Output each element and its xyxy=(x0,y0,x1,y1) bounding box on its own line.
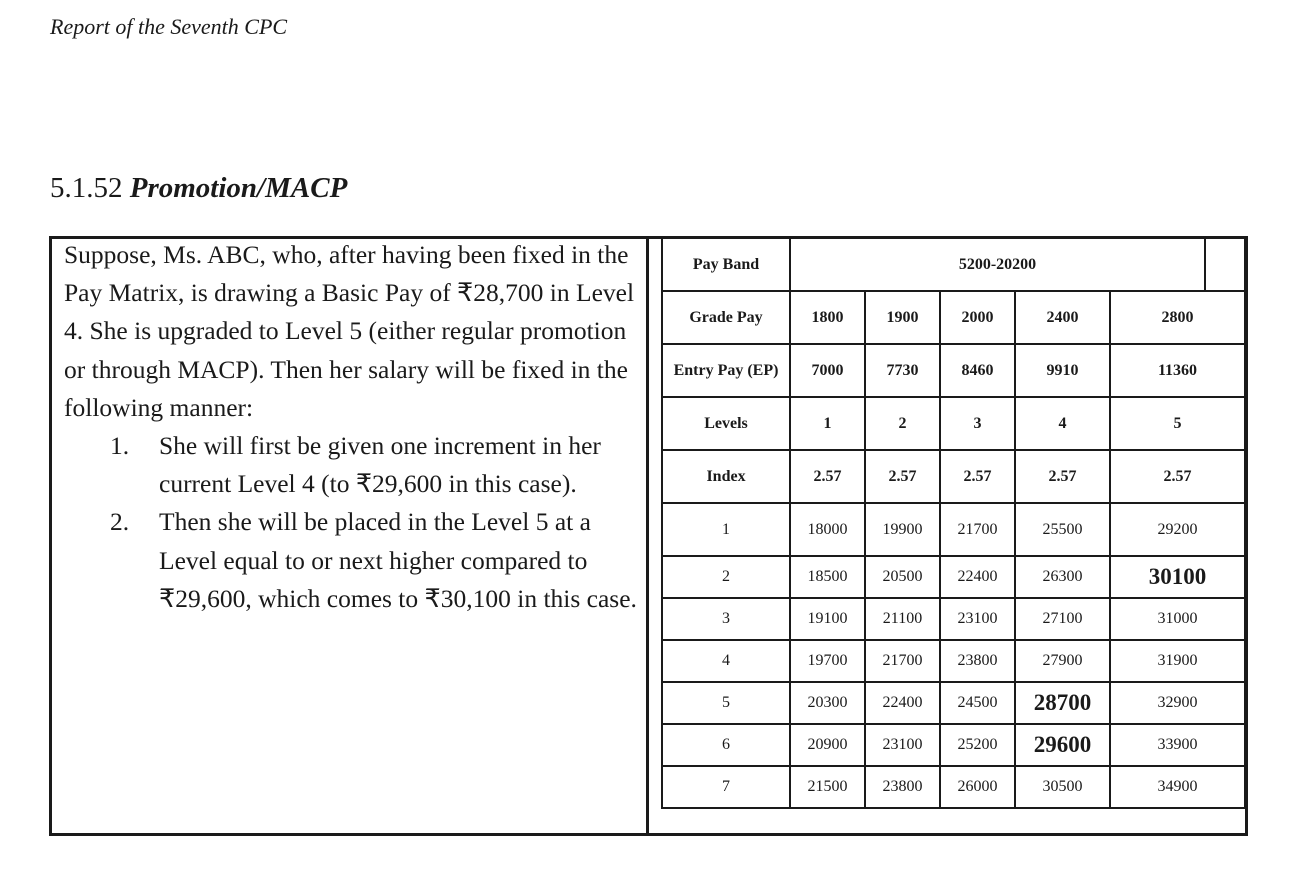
entry-pay-cell: 11360 xyxy=(1110,344,1245,397)
stage-cell: 3 xyxy=(662,598,790,640)
pay-cell: 21700 xyxy=(940,503,1015,556)
level-cell: 1 xyxy=(790,397,865,450)
highlighted-pay-cell: 29600 xyxy=(1015,724,1110,766)
index-row xyxy=(662,450,1245,503)
steps-list xyxy=(64,427,639,618)
pay-cell: 25200 xyxy=(940,724,1015,766)
stage-cell: 2 xyxy=(662,556,790,598)
step-number: 2. xyxy=(110,507,130,537)
section-number: 5.1.52 xyxy=(50,172,123,204)
pay-cell: 23100 xyxy=(865,724,940,766)
pay-cell: 20500 xyxy=(865,556,940,598)
entry-pay-row xyxy=(662,344,1245,397)
stage-cell: 1 xyxy=(662,503,790,556)
levels-label: Levels xyxy=(662,397,790,450)
table-row xyxy=(662,640,1245,682)
stage-cell: 5 xyxy=(662,682,790,724)
step-number: 1. xyxy=(110,431,130,461)
pay-cell: 19100 xyxy=(790,598,865,640)
entry-pay-cell: 7000 xyxy=(790,344,865,397)
pay-cell: 18000 xyxy=(790,503,865,556)
index-cell: 2.57 xyxy=(1110,450,1245,503)
pay-cell: 26000 xyxy=(940,766,1015,808)
pay-cell: 20900 xyxy=(790,724,865,766)
pay-matrix-table xyxy=(661,237,1246,809)
index-cell: 2.57 xyxy=(790,450,865,503)
pay-cell: 27900 xyxy=(1015,640,1110,682)
table-row xyxy=(662,682,1245,724)
table-row xyxy=(662,503,1245,556)
table-row xyxy=(662,724,1245,766)
section-title: Promotion/MACP xyxy=(129,172,348,204)
intro-paragraph: Suppose, Ms. ABC, who, after having been fixed in the Pay Matrix, is drawing a Basic Pay of ₹28,700 in Level 4. She is upgraded to Level 5 (either regular promotion or through MACP). Then her salary will be fixed in the following manner: xyxy=(64,240,635,422)
section-heading xyxy=(50,172,347,205)
example-text xyxy=(64,236,639,618)
pay-cell: 31000 xyxy=(1110,598,1245,640)
pay-cell: 19700 xyxy=(790,640,865,682)
level-cell: 3 xyxy=(940,397,1015,450)
pay-cell: 22400 xyxy=(865,682,940,724)
pay-cell: 19900 xyxy=(865,503,940,556)
pay-cell: 29200 xyxy=(1110,503,1245,556)
table-row xyxy=(662,766,1245,808)
levels-row xyxy=(662,397,1245,450)
pay-cell: 21700 xyxy=(865,640,940,682)
step-text: She will first be given one increment in her current Level 4 (to ₹29,600 in this case). xyxy=(159,431,601,499)
grade-pay-cell: 2800 xyxy=(1110,291,1245,344)
index-cell: 2.57 xyxy=(940,450,1015,503)
empty-cell xyxy=(1205,238,1245,291)
pay-band-label: Pay Band xyxy=(662,238,790,291)
index-label: Index xyxy=(662,450,790,503)
pay-cell: 34900 xyxy=(1110,766,1245,808)
step-text: Then she will be placed in the Level 5 at a Level equal to or next higher compared to ₹29,600, which comes to ₹30,100 in this case. xyxy=(159,507,637,613)
stage-cell: 7 xyxy=(662,766,790,808)
level-cell: 5 xyxy=(1110,397,1245,450)
step-item xyxy=(64,427,639,503)
pay-cell: 21100 xyxy=(865,598,940,640)
pay-cell: 23800 xyxy=(940,640,1015,682)
pay-cell: 31900 xyxy=(1110,640,1245,682)
stage-cell: 6 xyxy=(662,724,790,766)
pay-cell: 27100 xyxy=(1015,598,1110,640)
pay-cell: 21500 xyxy=(790,766,865,808)
grade-pay-cell: 2400 xyxy=(1015,291,1110,344)
table-row xyxy=(662,598,1245,640)
table-row xyxy=(662,556,1245,598)
pay-cell: 33900 xyxy=(1110,724,1245,766)
level-cell: 4 xyxy=(1015,397,1110,450)
grade-pay-label: Grade Pay xyxy=(662,291,790,344)
pay-cell: 32900 xyxy=(1110,682,1245,724)
entry-pay-cell: 8460 xyxy=(940,344,1015,397)
level-cell: 2 xyxy=(865,397,940,450)
box-divider xyxy=(646,236,649,833)
grade-pay-cell: 1800 xyxy=(790,291,865,344)
index-cell: 2.57 xyxy=(865,450,940,503)
entry-pay-cell: 7730 xyxy=(865,344,940,397)
pay-cell: 23800 xyxy=(865,766,940,808)
entry-pay-cell: 9910 xyxy=(1015,344,1110,397)
pay-cell: 23100 xyxy=(940,598,1015,640)
pay-cell: 30500 xyxy=(1015,766,1110,808)
step-item xyxy=(64,503,639,618)
stage-cell: 4 xyxy=(662,640,790,682)
pay-cell: 24500 xyxy=(940,682,1015,724)
pay-cell: 20300 xyxy=(790,682,865,724)
index-cell: 2.57 xyxy=(1015,450,1110,503)
pay-band-value: 5200-20200 xyxy=(790,238,1205,291)
pay-band-row xyxy=(662,238,1245,291)
highlighted-pay-cell: 28700 xyxy=(1015,682,1110,724)
grade-pay-row xyxy=(662,291,1245,344)
highlighted-pay-cell: 30100 xyxy=(1110,556,1245,598)
pay-cell: 18500 xyxy=(790,556,865,598)
pay-cell: 26300 xyxy=(1015,556,1110,598)
running-header: Report of the Seventh CPC xyxy=(50,14,288,39)
grade-pay-cell: 1900 xyxy=(865,291,940,344)
grade-pay-cell: 2000 xyxy=(940,291,1015,344)
entry-pay-label: Entry Pay (EP) xyxy=(662,344,790,397)
pay-cell: 22400 xyxy=(940,556,1015,598)
pay-cell: 25500 xyxy=(1015,503,1110,556)
